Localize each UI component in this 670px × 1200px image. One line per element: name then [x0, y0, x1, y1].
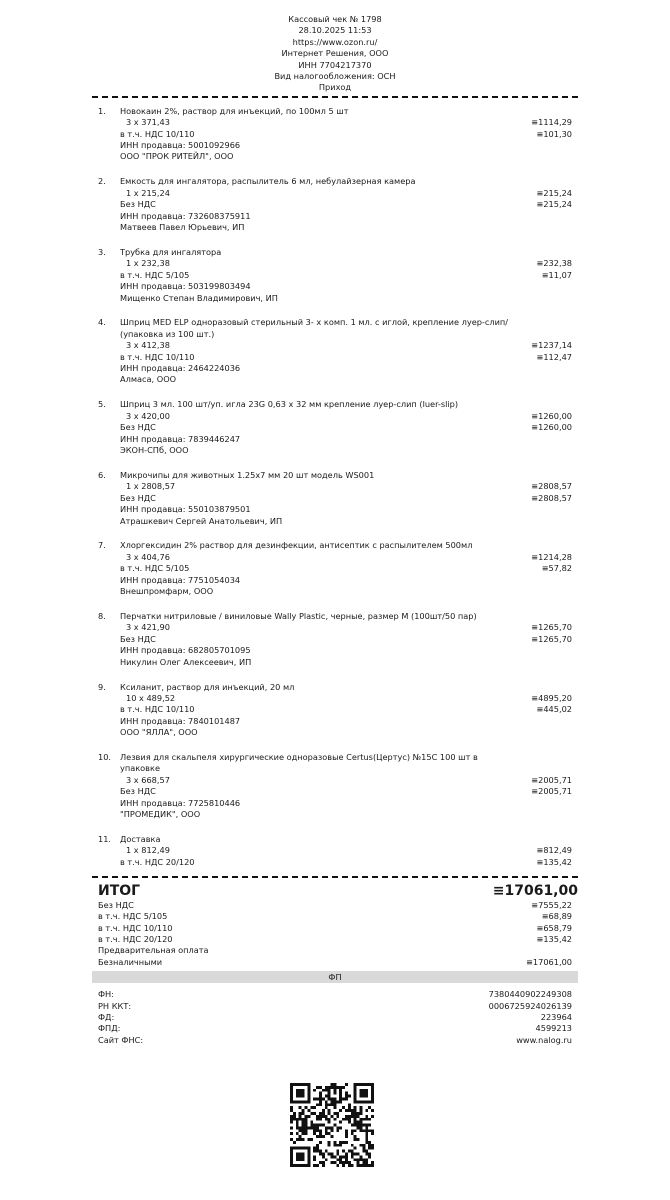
item-number: 9.: [98, 681, 106, 692]
fiscal-value: 223964: [540, 1011, 572, 1022]
item-vat-sum: ≡101,30: [536, 128, 572, 139]
item-number: 1.: [98, 105, 106, 116]
fiscal-row: [98, 1023, 578, 1034]
tax-system: Вид налогообложения: ОСН: [274, 71, 396, 82]
fiscal-row: [98, 1012, 578, 1023]
fiscal-label: ФД:: [98, 1011, 115, 1022]
item-number: 10.: [98, 752, 112, 763]
receipt-item: [92, 540, 578, 597]
item-sum: ≡4895,20: [531, 692, 572, 703]
fiscal-value: 4599213: [535, 1023, 572, 1034]
item-name: Новокаин 2%, раствор для инъекций, по 100мл 5 шт: [120, 105, 349, 116]
item-vat: в т.ч. НДС 10/110: [120, 704, 195, 715]
fiscal-row: [98, 1001, 578, 1012]
item-sum: ≡1237,14: [531, 340, 572, 351]
item-qty: 10 x 489,52: [126, 692, 176, 703]
item-qty: 3 x 421,90: [126, 622, 170, 633]
item-vat: в т.ч. НДС 20/120: [120, 856, 195, 867]
item-vat-sum: ≡112,47: [536, 351, 572, 362]
total-divider: [92, 876, 578, 878]
item-name: Перчатки нитриловые / виниловые Wally Plastic, черные, размер M (100шт/50 пар): [120, 610, 477, 621]
item-seller-inn: ИНН продавца: 7725810446: [120, 797, 241, 808]
item-number: 6.: [98, 469, 106, 480]
tax-total-row: [98, 934, 578, 945]
item-number: 5.: [98, 399, 106, 410]
store-site-link[interactable]: https://www.ozon.ru/: [292, 36, 378, 47]
tax-total-value: ≡68,89: [541, 911, 572, 922]
item-vat: Без НДС: [120, 492, 156, 503]
item-sum: ≡1114,29: [531, 117, 572, 128]
item-qty: 3 x 668,57: [126, 774, 170, 785]
item-vat-sum: ≡445,02: [536, 704, 572, 715]
item-vat-sum: ≡57,82: [541, 563, 572, 574]
item-seller: Матвеев Павел Юрьевич, ИП: [120, 222, 245, 232]
item-seller-inn: ИНН продавца: 2464224036: [120, 363, 241, 374]
item-seller: Атрашкевич Сергей Анатольевич, ИП: [120, 515, 283, 526]
prepayment-label: Предварительная оплата: [98, 945, 209, 956]
item-vat: в т.ч. НДС 5/105: [120, 563, 190, 574]
item-name: Лезвия для скальпеля хирургические одноразовые Certus(Цертус) №15С 100 шт в упаковке: [120, 752, 478, 774]
item-vat-sum: ≡1260,00: [531, 422, 572, 433]
fiscal-row: [98, 989, 578, 1000]
item-qty: 3 x 420,00: [126, 410, 170, 421]
fp-bar: ФП: [92, 971, 578, 983]
item-name: Шприц MED ELP одноразовый стерильный 3- х комп. 1 мл. с иглой, крепление луер-слип/ (упаковка из 100 шт.): [120, 317, 509, 339]
qr-code: [290, 1083, 374, 1167]
item-number: 4.: [98, 317, 106, 328]
item-name: Хлоргексидин 2% раствор для дезинфекции, антисептик с распылителем 500мл: [120, 540, 473, 551]
tax-total-label: в т.ч. НДС 5/105: [98, 911, 168, 922]
item-name: Шприц 3 мл. 100 шт/уп. игла 23G 0,63 x 32 мм крепление луер-слип (luer-slip): [120, 399, 459, 410]
item-seller: ЭКОН-СПб, ООО: [120, 445, 189, 455]
receipt-item: [92, 682, 578, 739]
fiscal-value: www.nalog.ru: [516, 1034, 572, 1045]
item-vat: Без НДС: [120, 199, 156, 210]
item-sum: ≡2005,71: [531, 774, 572, 785]
item-vat-sum: ≡1265,70: [531, 633, 572, 644]
receipt-item: [92, 317, 578, 385]
item-seller: Мищенко Степан Владимирович, ИП: [120, 292, 278, 303]
items-list: [92, 106, 578, 868]
fiscal-label: ФПД:: [98, 1023, 121, 1034]
item-name: Доставка: [120, 833, 161, 844]
total-label: ИТОГ: [98, 882, 141, 899]
item-number: 2.: [98, 176, 106, 187]
receipt-item: [92, 176, 578, 233]
receipt-item: [92, 470, 578, 527]
header-divider: [92, 96, 578, 98]
item-vat-sum: ≡135,42: [536, 856, 572, 867]
item-qty: 1 x 215,24: [126, 187, 170, 198]
item-seller-inn: ИНН продавца: 732608375911: [120, 210, 251, 221]
item-name: Трубка для ингалятора: [120, 246, 222, 257]
cashless-row: [98, 957, 578, 968]
receipt-datetime: 28.10.2025 11:53: [298, 25, 372, 36]
item-vat: в т.ч. НДС 5/105: [120, 269, 190, 280]
item-qty: 3 x 371,43: [126, 117, 170, 128]
receipt-item: [92, 106, 578, 163]
item-vat-sum: ≡2005,71: [531, 786, 572, 797]
item-sum: ≡1260,00: [531, 410, 572, 421]
item-qty: 1 x 812,49: [126, 845, 170, 856]
tax-total-label: Без НДС: [98, 899, 134, 910]
fiscal-label: ФН:: [98, 989, 114, 1000]
company-inn: ИНН 7704217370: [298, 59, 372, 70]
operation-type: Приход: [318, 82, 352, 93]
item-vat: в т.ч. НДС 10/110: [120, 351, 195, 362]
receipt-item: [92, 611, 578, 668]
receipt-item: [92, 834, 578, 868]
fiscal-value: 0006725924026139: [488, 1000, 572, 1011]
company-name: Интернет Решения, ООО: [281, 48, 389, 59]
tax-total-row: [98, 900, 578, 911]
tax-total-label: в т.ч. НДС 20/120: [98, 933, 173, 944]
fiscal-value: 7380440902249308: [488, 989, 572, 1000]
item-seller-inn: ИНН продавца: 550103879501: [120, 504, 251, 515]
item-vat-sum: ≡2808,57: [531, 492, 572, 503]
receipt-header: [92, 0, 578, 94]
item-seller: "ПРОМЕДИК", ООО: [120, 809, 201, 820]
item-vat: Без НДС: [120, 422, 156, 433]
fiscal-label: Сайт ФНС:: [98, 1034, 144, 1045]
item-vat: в т.ч. НДС 10/110: [120, 128, 195, 139]
tax-total-row: [98, 923, 578, 934]
item-seller-inn: ИНН продавца: 5001092966: [120, 140, 241, 151]
item-qty: 1 x 2808,57: [126, 481, 176, 492]
item-seller-inn: ИНН продавца: 682805701095: [120, 645, 251, 656]
item-sum: ≡1265,70: [531, 622, 572, 633]
item-number: 7.: [98, 540, 106, 551]
item-qty: 3 x 412,38: [126, 340, 170, 351]
item-seller: ООО "ПРОК РИТЕЙЛ", ООО: [120, 151, 234, 162]
receipt: [92, 0, 578, 1046]
item-qty: 3 x 404,76: [126, 551, 170, 562]
total-row: [98, 882, 578, 900]
item-name: Ксиланит, раствор для инъекций, 20 мл: [120, 681, 295, 692]
item-sum: ≡2808,57: [531, 481, 572, 492]
receipt-title: Кассовый чек № 1798: [288, 14, 382, 24]
tax-total-label: в т.ч. НДС 10/110: [98, 922, 173, 933]
tax-total-value: ≡658,79: [536, 922, 572, 933]
item-seller-inn: ИНН продавца: 7839446247: [120, 433, 241, 444]
item-vat-sum: ≡11,07: [541, 269, 572, 280]
tax-total-value: ≡135,42: [536, 933, 572, 944]
fiscal-row: [98, 1035, 578, 1046]
fiscal-section: [92, 989, 578, 1046]
receipt-item: [92, 752, 578, 820]
item-vat: Без НДС: [120, 633, 156, 644]
item-number: 11.: [98, 833, 112, 844]
totals-section: [92, 882, 578, 968]
total-amount: ≡17061,00: [492, 882, 578, 899]
item-name: Емкость для ингалятора, распылитель 6 мл, небулайзерная камера: [120, 176, 416, 187]
item-seller-inn: ИНН продавца: 7840101487: [120, 715, 241, 726]
tax-total-row: [98, 911, 578, 922]
item-seller-inn: ИНН продавца: 503199803494: [120, 281, 251, 292]
item-sum: ≡1214,28: [531, 551, 572, 562]
cashless-value: ≡17061,00: [526, 956, 572, 967]
tax-total-value: ≡7555,22: [531, 899, 572, 910]
item-sum: ≡215,24: [536, 187, 572, 198]
item-qty: 1 x 232,38: [126, 258, 170, 269]
item-number: 8.: [98, 610, 106, 621]
item-name: Микрочипы для животных 1.25x7 мм 20 шт модель WS001: [120, 469, 375, 480]
item-vat-sum: ≡215,24: [536, 199, 572, 210]
item-seller: Никулин Олег Алексеевич, ИП: [120, 656, 252, 667]
item-sum: ≡232,38: [536, 258, 572, 269]
item-seller: ООО "ЯЛЛА", ООО: [120, 727, 198, 738]
item-seller: Внешпромфарм, ООО: [120, 586, 214, 597]
cashless-label: Безналичными: [98, 956, 163, 967]
item-number: 3.: [98, 246, 106, 257]
receipt-item: [92, 247, 578, 304]
fiscal-label: РН ККТ:: [98, 1000, 132, 1011]
receipt-item: [92, 399, 578, 456]
item-vat: Без НДС: [120, 786, 156, 797]
item-sum: ≡812,49: [536, 845, 572, 856]
item-seller-inn: ИНН продавца: 7751054034: [120, 574, 241, 585]
item-seller: Алмаса, ООО: [120, 374, 177, 385]
